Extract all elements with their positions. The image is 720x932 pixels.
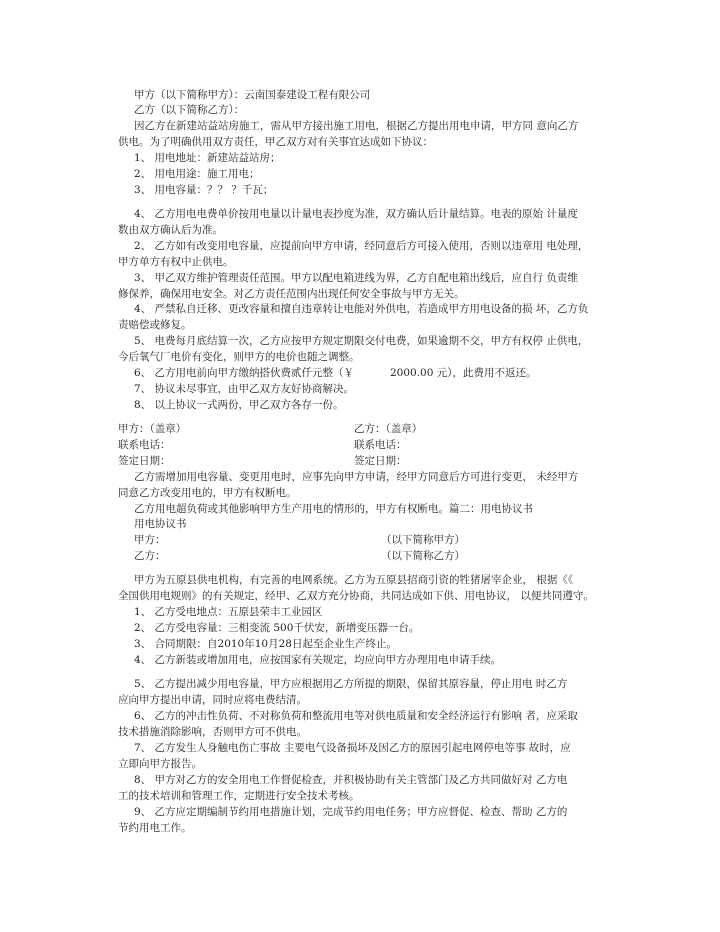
party-a-line: 甲方（以下简称甲方）：云南国泰建设工程有限公司 [134, 89, 371, 101]
p2-clause-2: 2、 乙方受电容量：三相变流 500千伏安，新增变压器一台。 [134, 622, 420, 634]
intro-line-1: 因乙方在新建站益站房施工，需从甲方接出施工用电，根据乙方提出用电申请，甲方同 意向乙方 [134, 120, 579, 132]
p2-party-b-alias: （以下简称乙方） [381, 550, 465, 562]
p2-clause-7-line-1: 7、 乙方发生人身触电伤亡事故 主要电气设备损坏及因乙方的原因引起电网停电等事 故时，应 [134, 742, 571, 754]
p2-intro-line-1: 甲方为五原县供电机构，有完善的电网系统。乙方为五原县招商引资的牲猪屠宰企业， 根据《《 [134, 574, 574, 586]
p2-clause-4: 4、 乙方新装或增加用电，应按国家有关规定，均应向甲方办理用电申请手续。 [134, 654, 502, 666]
sig-a-seal: 甲方：（盖章） [118, 423, 187, 435]
intro-line-2: 供电。为了明确供用双方责任，甲乙双方对有关事宜达成如下协议： [118, 136, 433, 148]
p2-clause-9-line-1: 9、 乙方应定期编制节约用电措施计划，完成节约用电任务；甲方应督促、检查、帮助 乙方的 [134, 806, 568, 818]
sig-a-date: 签定日期： [118, 455, 171, 467]
clause-6-prefix: 6、 乙方用电前向甲方缴纳搭伙费贰仟元整（￥ [134, 367, 355, 379]
p2-clause-8-line-1: 8、 甲方对乙方的安全用电工作督促检查，并积极协助有关主管部门及乙方共同做好对 乙方电 [134, 774, 568, 786]
clause-6-amount: 2000.00 元），此费用不返还。 [390, 367, 537, 379]
clause-8: 8、 以上协议一式两份，甲乙双方各存一份。 [134, 399, 344, 411]
clause-2: 2、 用电用途：施工用电； [134, 168, 260, 180]
clause-4b-line-1: 4、 严禁私自迁移、更改容量和擅自违章转让电能对外供电，若造成甲方用电设备的损 坏，乙方负 [134, 303, 589, 315]
clause-3b-line-2: 修保养，确保用电安全。对乙方责任范围内出现任何安全事故与甲方无关。 [118, 288, 465, 300]
sig-b-date: 签定日期： [354, 455, 407, 467]
clause-4-line-1: 4、 乙方用电电费单价按用电量以计量电表抄度为准，双方确认后计量结算。电表的原始 计量度 [134, 208, 578, 220]
overload-para: 乙方用电超负荷或其他影响甲方生产用电的情形的，甲方有权断电。篇二：用电协议书 [134, 503, 533, 515]
party-b-line: 乙方（以下简称乙方）： [134, 104, 245, 116]
clause-5-line-1: 5、 电费每月底结算一次，乙方应按甲方规定期限交付电费，如果逾期不交，甲方有权停 止供电， [134, 335, 589, 347]
capacity-para-line-2: 同意乙方改变用电的，甲方有权断电。 [118, 487, 297, 499]
p2-intro-line-2: 全国供用电规则》的有关规定，经甲、乙双方充分协商，共同达成如下供、用电协议， 以便共同遵守。 [118, 590, 594, 602]
p2-clause-8-line-2: 工的技术培训和管理工作，定期进行安全技术考核。 [118, 790, 360, 802]
p2-clause-3: 3、 合同期限：自2010年10月28日起至企业生产终止。 [134, 638, 397, 650]
sig-a-phone: 联系电话： [118, 439, 171, 451]
sig-b-phone: 联系电话： [354, 439, 407, 451]
clause-3b-line-1: 3、 甲乙双方维护管理责任范围。甲方以配电箱进线为界，乙方自配电箱出线后，应自行 负责维 [134, 272, 578, 284]
capacity-para-line-1: 乙方需增加用电容量、变更用电时，应事先向甲方申请，经甲方同意后方可进行变更， 未经甲方 [134, 471, 579, 483]
clause-7: 7、 协议未尽事宜，由甲乙双方友好协商解决。 [134, 383, 355, 395]
p2-party-a-alias: （以下简称甲方） [381, 534, 465, 546]
p2-party-a-label: 甲方： [134, 534, 166, 546]
clause-3: 3、 用电容量：？？ ？千瓦； [134, 184, 274, 196]
p2-clause-7-line-2: 立即向甲方报告。 [118, 758, 202, 770]
p2-clause-5-line-2: 应向甲方提出申请，同时应将电费结清。 [118, 694, 307, 706]
p2-clause-9-line-2: 节约用电工作。 [118, 822, 192, 834]
clause-2b-line-2: 甲方单方有权中止供电。 [118, 256, 234, 268]
clause-5-line-2: 今后氧气厂电价有变化，则甲方的电价也随之调整。 [118, 351, 360, 363]
p2-clause-6-line-1: 6、 乙方的冲击性负荷、不对称负荷和整流用电等对供电质量和安全经济运行有影响 者，应采取 [134, 710, 578, 722]
clause-4-line-2: 数由双方确认后为准。 [118, 224, 223, 236]
p2-clause-1: 1、 乙方受电地点：五原县荣丰工业园区 [134, 606, 323, 618]
p2-clause-6-line-2: 技术措施消除影响，否则甲方可不供电。 [118, 726, 307, 738]
clause-4b-line-2: 责赔偿或修复。 [118, 319, 192, 331]
sig-b-seal: 乙方：（盖章） [354, 423, 423, 435]
section-2-title: 用电协议书 [134, 518, 187, 530]
p2-party-b-label: 乙方： [134, 550, 166, 562]
clause-2b-line-1: 2、 乙方如有改变用电容量，应提前向甲方申请，经同意后方可接入使用，否则以违章用 电处理， [134, 240, 589, 252]
p2-clause-5-line-1: 5、 乙方提出减少用电容量，甲方应根据用乙方所提的期限，保留其原容量，停止用电 时乙方 [134, 678, 568, 690]
clause-1: 1、 用电地址：新建站益站房； [134, 152, 281, 164]
